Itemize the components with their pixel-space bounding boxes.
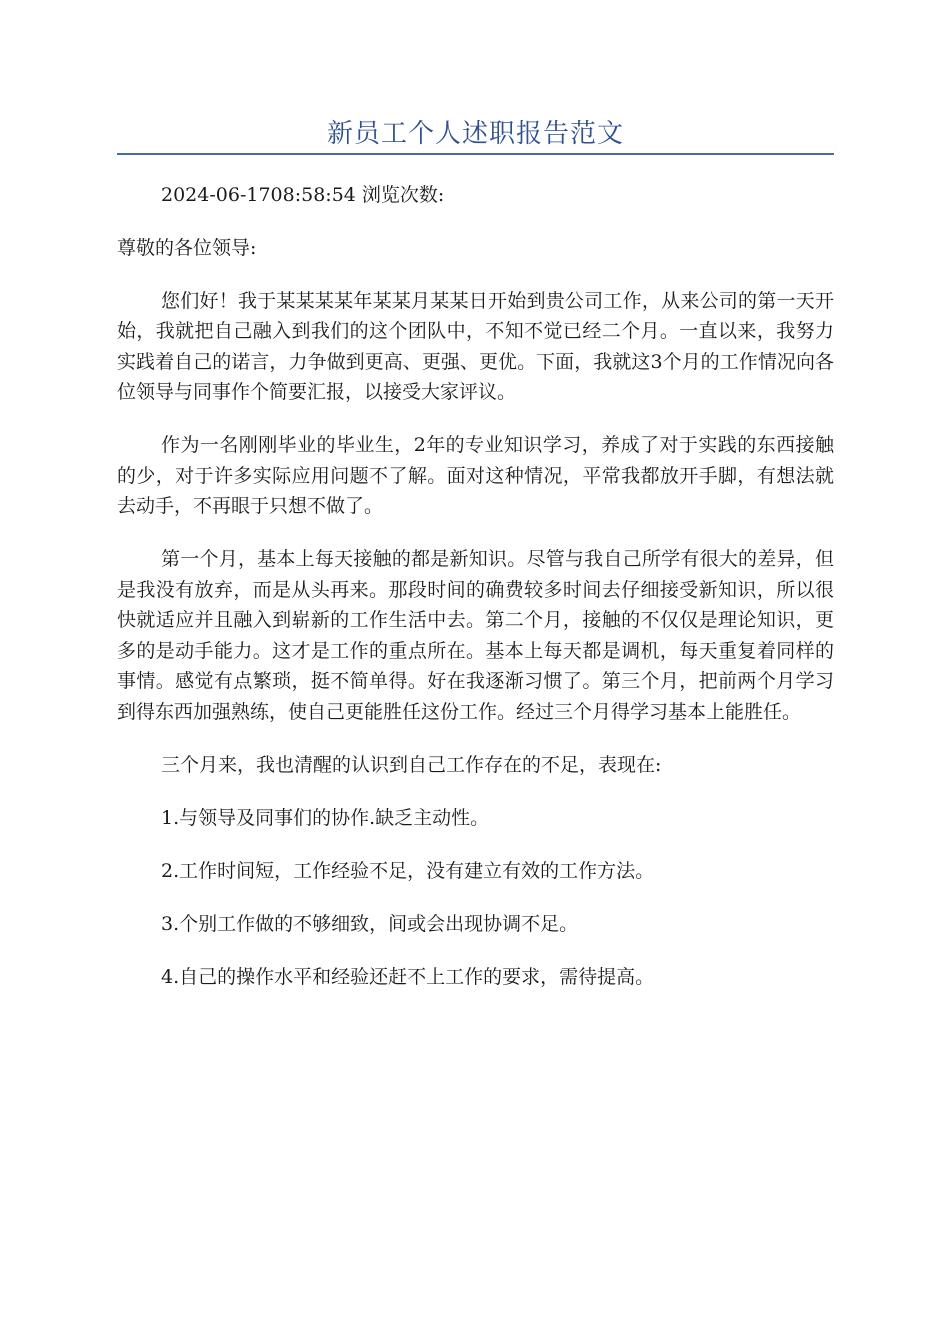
paragraph: 第一个月，基本上每天接触的都是新知识。尽管与我自己所学有很大的差异，但是我没有放弃，而是从头再来。那段时间的确费较多时间去仔细接受新知识，所以很快就适应并且融入到崭新的工作生活中去。第二个月，接触的不仅仅是理论知识，更多的是动手能力。这才是工作的重点所在。基本上每天都是调机，每天重复着同样的事情。感觉有点繁琐，挺不简单得。好在我逐渐习惯了。第三个月，把前两个月学习到得东西加强熟练，使自己更能胜任这份工作。经过三个月得学习基本上能胜任。 bbox=[117, 548, 834, 723]
list-item: 4.自己的操作水平和经验还赶不上工作的要求，需待提高。 bbox=[161, 965, 655, 988]
document-body bbox=[117, 180, 834, 1015]
salutation: 尊敬的各位领导: bbox=[117, 236, 257, 259]
list-item: 2.工作时间短，工作经验不足，没有建立有效的工作方法。 bbox=[161, 859, 655, 882]
paragraph: 三个月来，我也清醒的认识到自己工作存在的不足，表现在: bbox=[161, 753, 662, 776]
document-title: 新员工个人述职报告范文 bbox=[326, 119, 624, 149]
list-item: 3.个别工作做的不够细致，间或会出现协调不足。 bbox=[161, 912, 579, 935]
meta-line: 2024-06-1708:58:54 浏览次数: bbox=[161, 184, 445, 206]
paragraph: 作为一名刚刚毕业的毕业生，2年的专业知识学习，养成了对于实践的东西接触的少，对于许多实际应用问题不了解。面对这种情况，平常我都放开手脚，有想法就去动手，不再眼于只想不做了。 bbox=[117, 434, 834, 517]
list-item: 1.与领导及同事们的协作.缺乏主动性。 bbox=[161, 806, 490, 829]
title-underline bbox=[117, 153, 834, 155]
paragraph: 您们好！我于某某某某年某某月某某日开始到贵公司工作，从来公司的第一天开始，我就把自己融入到我们的这个团队中，不知不觉已经二个月。一直以来，我努力实践着自己的诺言，力争做到更高、更强、更优。下面，我就这3个月的工作情况向各位领导与同事作个简要汇报，以接受大家评议。 bbox=[117, 289, 834, 403]
